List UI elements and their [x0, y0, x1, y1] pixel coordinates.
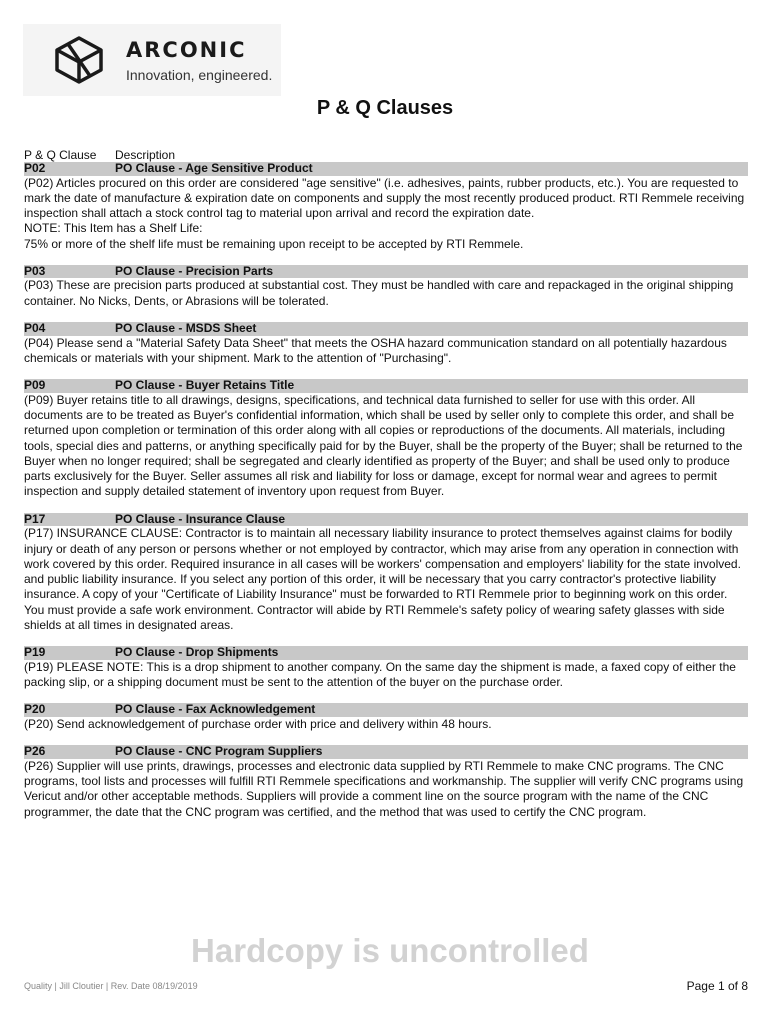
clause-header-bar: [24, 745, 748, 759]
clause-header-bar: [24, 379, 748, 393]
clause-code: P26: [24, 744, 46, 759]
clause-block: [24, 265, 748, 309]
clause-title: PO Clause - Drop Shipments: [115, 645, 279, 660]
clause-description: (P04) Please send a "Material Safety Data Sheet" that meets the OSHA hazard communication standard on all potentially hazardous chemicals or materials with your shipment. Mark to the attention of "Purchasing".: [24, 335, 727, 365]
logo-tagline: Innovation, engineered.: [126, 67, 273, 83]
clause-code: P17: [24, 511, 46, 526]
clause-header-bar: [24, 703, 748, 717]
clause-header-bar: [24, 646, 748, 660]
column-header-description: Description: [115, 148, 176, 162]
page-number: Page 1 of 8: [686, 979, 748, 993]
clause-description: (P09) Buyer retains title to all drawings, designs, specifications, and technical data furnished to seller for use with this order. All documents are to be treated as Buyer's confidential information, which shall be used by seller only to complete this order, and shall be returned upon completion or termination of this order along with all copies or reproductions of the documents. All materials, including tools, special dies and patterns, or anything specifically paid for by the Buyer, shall be the property of the Buyer; shall be returned to the Buyer when no longer required; shall be segregated and clearly identified as property of the Buyer; and shall be used only to produce parts exclusively for the Buyer. Seller assumes all risk and liability for loss or damage, except for normal wear and agrees to permit inspection and supply detailed statement of inventory upon request from Buyer.: [24, 392, 743, 499]
clause-code: P09: [24, 378, 46, 393]
clause-block: [24, 322, 748, 366]
clause-block: [24, 379, 748, 500]
clauses-container: [24, 162, 748, 820]
clause-header-bar: [24, 162, 748, 176]
clause-block: [24, 646, 748, 690]
arconic-logo-icon: [51, 32, 107, 88]
clause-title: PO Clause - Fax Acknowledgement: [115, 702, 316, 717]
clause-block: [24, 162, 748, 252]
clause-block: [24, 745, 748, 820]
column-header-clause: P & Q Clause: [24, 148, 97, 162]
clause-title: PO Clause - Insurance Clause: [115, 511, 286, 526]
clause-description: (P26) Supplier will use prints, drawings, processes and electronic data supplied by RTI Remmele to make CNC programs. The CNC programs, tool lists and processes will fulfill RTI Remmele specifications and workmanship. The supplier will verify CNC programs using Vericut and/or other acceptable methods. Suppliers will provide a comment line on the source program with the name of the CNC programmer, the date that the CNC program was certified, and the method that was used to certify the CNC program.: [24, 758, 744, 819]
clause-code: P19: [24, 645, 46, 660]
clause-list: [24, 148, 748, 833]
clause-title: PO Clause - Buyer Retains Title: [115, 378, 295, 393]
watermark: Hardcopy is uncontrolled: [191, 932, 589, 969]
clause-description: (P19) PLEASE NOTE: This is a drop shipment to another company. On the same day the shipment is made, a faxed copy of either the packing slip, or a shipping document must be sent to the attention of the buyer on the purchase order.: [24, 659, 736, 690]
column-header-row: [24, 148, 748, 162]
company-logo: [23, 24, 281, 96]
footer-revision-info: Quality | Jill Cloutier | Rev. Date 08/19/2019: [24, 981, 198, 991]
clause-title: PO Clause - MSDS Sheet: [115, 321, 257, 336]
clause-description: NOTE: This Item has a Shelf Life:: [24, 221, 203, 236]
logo-name: ARCONIC: [126, 38, 247, 62]
clause-title: PO Clause - CNC Program Suppliers: [115, 744, 323, 759]
clause-title: PO Clause - Precision Parts: [115, 263, 274, 278]
clause-code: P04: [24, 321, 46, 336]
clause-header-bar: [24, 322, 748, 336]
clause-header-bar: [24, 513, 748, 527]
clause-code: P03: [24, 263, 46, 278]
clause-description: 75% or more of the shelf life must be remaining upon receipt to be accepted by RTI Remmele.: [24, 236, 524, 251]
clause-title: PO Clause - Age Sensitive Product: [115, 161, 313, 175]
clause-description: (P02) Articles procured on this order are considered "age sensitive" (i.e. adhesives, paints, rubber products, etc.). You are requested to mark the date of manufacture & expiration date on components and supply the most recently produced product. RTI Remmele receiving inspection shall attach a stock control tag to material upon arrival and record the expiration date.: [24, 175, 745, 221]
clause-description: (P03) These are precision parts produced at substantial cost. They must be handled with care and repackaged in the original shipping container. No Nicks, Dents, or Abrasions will be tolerated.: [24, 278, 734, 308]
clause-header-bar: [24, 265, 748, 279]
clause-description: (P20) Send acknowledgement of purchase order with price and delivery within 48 hours.: [24, 716, 492, 731]
clause-block: [24, 703, 748, 732]
clause-code: P20: [24, 702, 46, 717]
clause-code: P02: [24, 161, 46, 175]
page-title: P & Q Clauses: [316, 97, 454, 119]
clause-block: [24, 513, 748, 634]
clause-description: (P17) INSURANCE CLAUSE: Contractor is to maintain all necessary liability insurance to protect themselves against claims for bodily injury or death of any person or persons whether or not employed by contractor, which may arise from any operation in connection with work covered by this order. Required insurance in all cases will be workers' compensation and employers' liability for the state involved. and public liability insurance. If you select any portion of this order, it will be necessary that you carry contractor's protective liability insurance. A copy of your "Certificate of Liability Insurance" must be forwarded to RTI Remmele prior to beginning work on this order. You must provide a safe work environment. Contractor will abide by RTI Remmele's safety policy of wearing safety glasses with side shields at all times in designated areas.: [24, 526, 741, 633]
